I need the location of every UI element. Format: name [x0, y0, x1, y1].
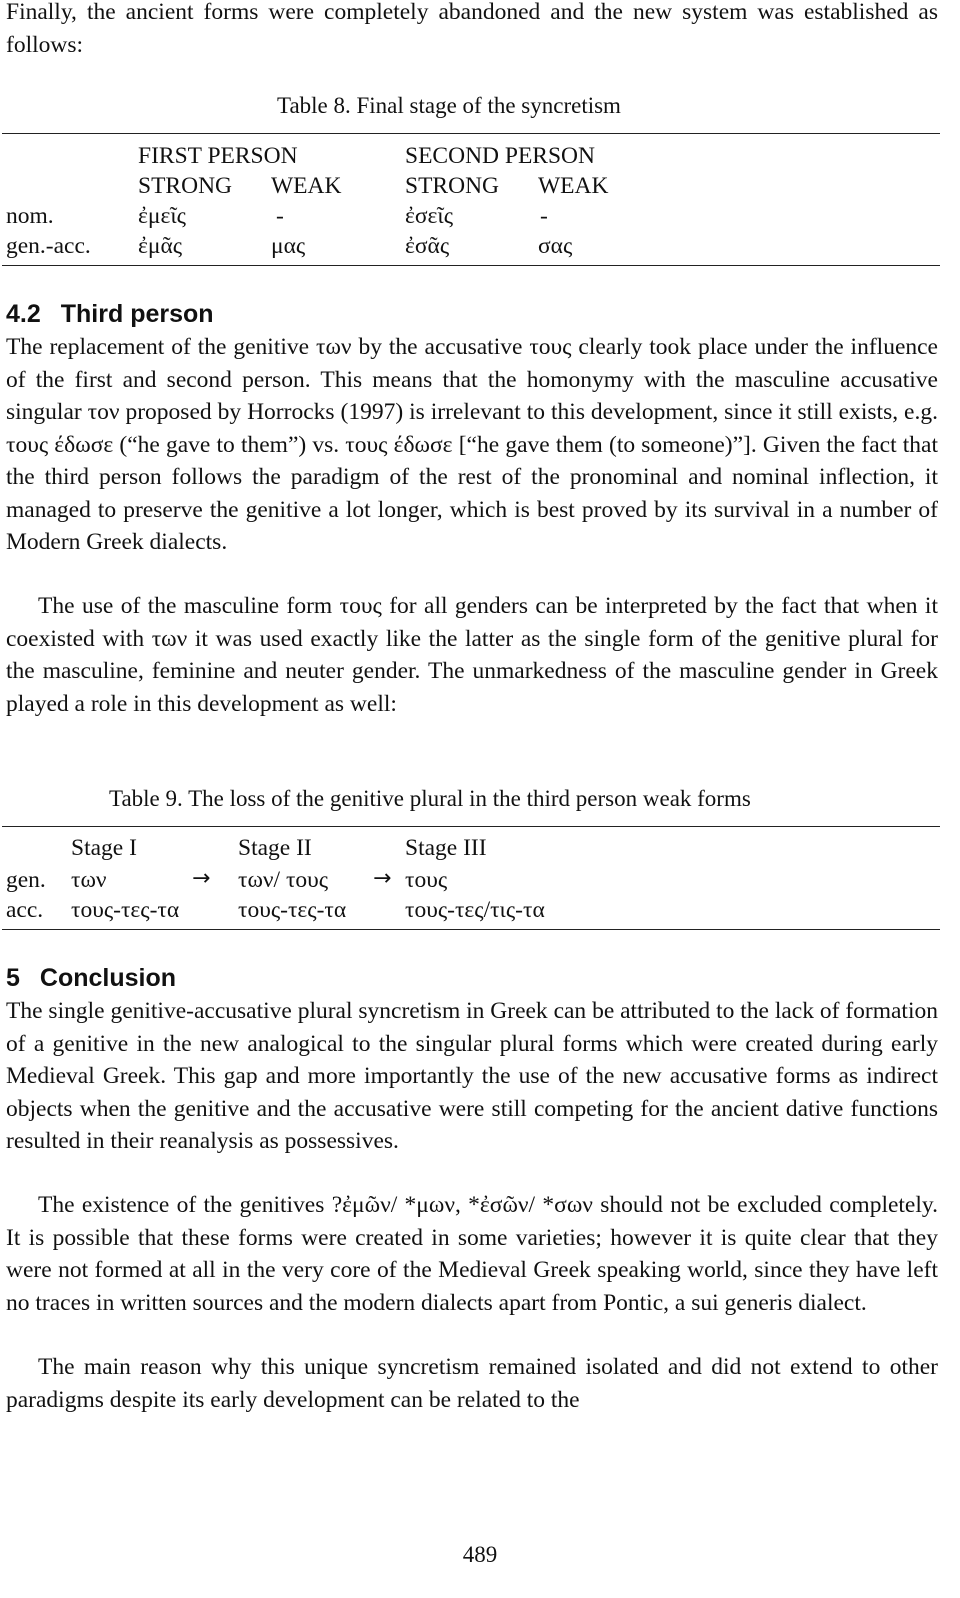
table8-sub-header: STRONG	[138, 173, 233, 199]
right-arrow-icon: →	[373, 866, 392, 891]
table8-group-header: FIRST PERSON	[138, 143, 298, 169]
section42-paragraph-1: The replacement of the genitive των by the accusative τους clearly took place under the influence of the first and second person. This means that the homonymy with the masculine accusative singular τον proposed by Horrocks (1997) is irrelevant to this development, since it still exists, e.g. τους έδωσε (“he gave to them”) vs. τους έδωσε [“he gave them (to someone)”]. Given the fact that the third person follows the paradigm of the rest of the pronominal and nominal inflection, it managed to preserve the genitive a lot longer, which is best proved by its survival in a number of Modern Greek dialects.	[6, 334, 938, 555]
section5-paragraph-3: The main reason why this unique syncretism remained isolated and did not extend to other paradigms despite its early development can be related to the	[6, 1354, 938, 1413]
table8-sub-header: WEAK	[538, 173, 609, 199]
table8-cell: ἐμᾶς	[138, 233, 183, 259]
section5-paragraph-1: The single genitive-accusative plural syncretism in Greek can be attributed to the lack of formation of a genitive in the new analogical to the singular plural forms which were created during early Medieval Greek. This gap and more importantly the use of the new accusative forms as indirect objects when the genitive and the accusative were still competing for the ancient dative functions resulted in their reanalysis as possessives.	[6, 998, 938, 1154]
table9-row-label: acc.	[6, 897, 44, 923]
section-title: Conclusion	[39, 964, 177, 992]
table9-cell: τους	[405, 867, 448, 893]
table9-cell: τους-τες-τα	[238, 897, 347, 923]
table8-bottom-rule	[2, 265, 940, 266]
table8-sub-header: WEAK	[271, 173, 342, 199]
table8-group-header: SECOND PERSON	[405, 143, 595, 169]
section-title: Third person	[60, 300, 214, 328]
table9-header: Stage II	[238, 835, 312, 861]
table8-cell: μας	[271, 233, 306, 259]
table9-header: Stage I	[71, 835, 137, 861]
section42-paragraph-2: The use of the masculine form τους for all genders can be interpreted by the fact that when it coexisted with των it was used exactly like the latter as the single form of the genitive plural for the masculine, feminine and neuter gender. The unmarkedness of the masculine gender in Greek played a role in this development as well:	[6, 593, 938, 717]
table9-cell: τους-τες/τις-τα	[405, 897, 545, 923]
table9-caption: Table 9. The loss of the genitive plural in the third person weak forms	[109, 786, 751, 811]
page-number: 489	[462, 1542, 498, 1567]
section-heading-4-2	[6, 299, 214, 329]
table8-cell: -	[276, 203, 284, 229]
table8-caption: Table 8. Final stage of the syncretism	[277, 93, 621, 118]
table8-sub-header: STRONG	[405, 173, 500, 199]
table9-header: Stage III	[405, 835, 487, 861]
table8-cell: ἐσᾶς	[405, 233, 450, 259]
intro-paragraph: Finally, the ancient forms were completely abandoned and the new system was established as follows:	[6, 0, 938, 58]
table9-cell: των/ τους	[238, 867, 329, 893]
table8-cell: ἐμεῖς	[138, 203, 186, 229]
table8-cell: σας	[538, 233, 573, 259]
table8-cell: ἐσεῖς	[405, 203, 454, 229]
table8-row-label: nom.	[6, 203, 54, 229]
section-number: 5	[6, 964, 20, 992]
table9-top-rule	[2, 826, 940, 827]
section-number: 4.2	[6, 300, 41, 328]
table9-cell: των	[71, 867, 107, 893]
table9-cell: τους-τες-τα	[71, 897, 180, 923]
table9-bottom-rule	[2, 929, 940, 930]
section-heading-5	[6, 963, 176, 993]
table8-top-rule	[2, 133, 940, 134]
table8-row-label: gen.-acc.	[6, 233, 91, 259]
right-arrow-icon: →	[192, 866, 211, 891]
table9-row-label: gen.	[6, 867, 46, 893]
table8-cell: -	[540, 203, 548, 229]
section5-paragraph-2: The existence of the genitives ?ἐμῶν/ *μων, *ἐσῶν/ *σων should not be excluded completely. It is possible that these forms were created in some varieties; however it is quite clear that they were not formed at all in the very core of the Medieval Greek speaking world, since they have left no traces in written sources and the modern dialects apart from Pontic, a sui generis dialect.	[6, 1192, 938, 1316]
